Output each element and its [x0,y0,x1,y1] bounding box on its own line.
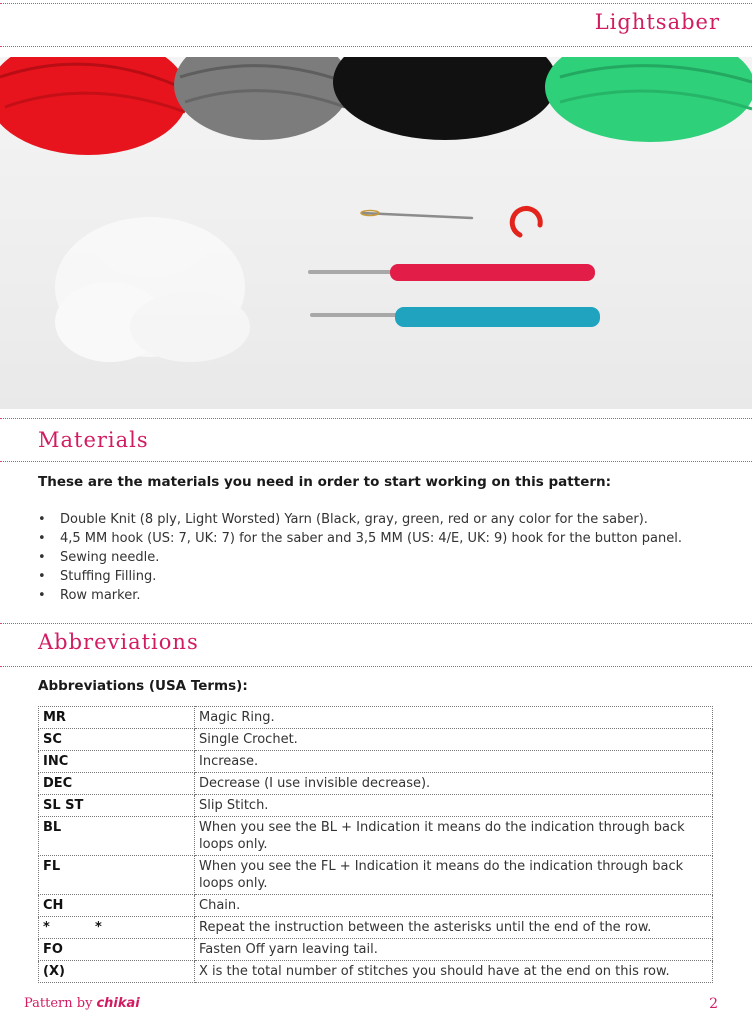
crochet-hook-blue [312,307,600,327]
list-item: • Row marker. [38,588,141,603]
abbr-term: DEC [39,773,195,795]
table-row [39,751,713,773]
abbr-term: FL [39,856,195,895]
abbr-definition: Fasten Off yarn leaving tail. [195,939,713,961]
abbreviations-dotted-rule [0,666,752,667]
list-item: • Double Knit (8 ply, Light Worsted) Yarn (Black, gray, green, red or any color for the saber). [38,512,648,527]
crochet-hook-red [310,264,595,281]
table-row [39,856,713,895]
sewing-needle [361,211,472,219]
page-header-title: Lightsaber [594,10,720,34]
materials-photo-illustration [0,57,752,409]
footer-prefix: Pattern by [24,996,93,1011]
abbr-term: SC [39,729,195,751]
abbr-definition: Chain. [195,895,713,917]
table-row [39,729,713,751]
table-row [39,817,713,856]
abbr-term: * * [39,917,195,939]
materials-photo [0,57,752,409]
abbr-definition: X is the total number of stitches you should have at the end on this row. [195,961,713,983]
list-item: • 4,5 MM hook (US: 7, UK: 7) for the saber and 3,5 MM (US: 4/E, UK: 9) hook for the button panel. [38,531,682,546]
abbr-definition: Decrease (I use invisible decrease). [195,773,713,795]
abbr-definition: Magic Ring. [195,707,713,729]
materials-heading: Materials [38,428,149,452]
abbr-term: BL [39,817,195,856]
abbr-term: FO [39,939,195,961]
yarn-red [0,57,188,155]
table-row [39,795,713,817]
materials-list [38,510,682,605]
abbreviations-table [38,706,713,983]
abbreviations-heading: Abbreviations [38,630,199,654]
abbr-term: SL ST [39,795,195,817]
table-row [39,773,713,795]
header-dotted-rule [0,46,752,47]
page-number: 2 [709,996,718,1012]
abbr-term: CH [39,895,195,917]
top-dotted-rule [0,3,752,4]
stuffing-filling [55,217,250,362]
abbreviations-top-dotted-rule [0,623,752,624]
materials-intro: These are the materials you need in order to start working on this pattern: [38,474,612,490]
table-row [39,895,713,917]
abbr-term: INC [39,751,195,773]
footer-credit [24,996,140,1011]
abbr-definition: Increase. [195,751,713,773]
table-row [39,961,713,983]
photo-bottom-dotted-rule [0,418,752,419]
yarn-black [333,57,557,140]
abbr-term: (X) [39,961,195,983]
table-row [39,939,713,961]
materials-dotted-rule [0,461,752,462]
abbr-definition: When you see the FL + Indication it means do the indication through back loops only. [195,856,713,895]
row-marker [512,208,540,235]
abbr-term: MR [39,707,195,729]
yarn-green [545,57,752,142]
abbr-definition: Slip Stitch. [195,795,713,817]
table-row [39,707,713,729]
abbr-definition: Repeat the instruction between the asterisks until the end of the row. [195,917,713,939]
abbreviations-intro: Abbreviations (USA Terms): [38,678,248,694]
yarn-gray [174,57,350,140]
table-row [39,917,713,939]
list-item: • Sewing needle. [38,550,160,565]
abbr-definition: Single Crochet. [195,729,713,751]
list-item: • Stuffing Filling. [38,569,157,584]
abbr-definition: When you see the BL + Indication it means do the indication through back loops only. [195,817,713,856]
brand-logo: chikai [96,996,140,1011]
